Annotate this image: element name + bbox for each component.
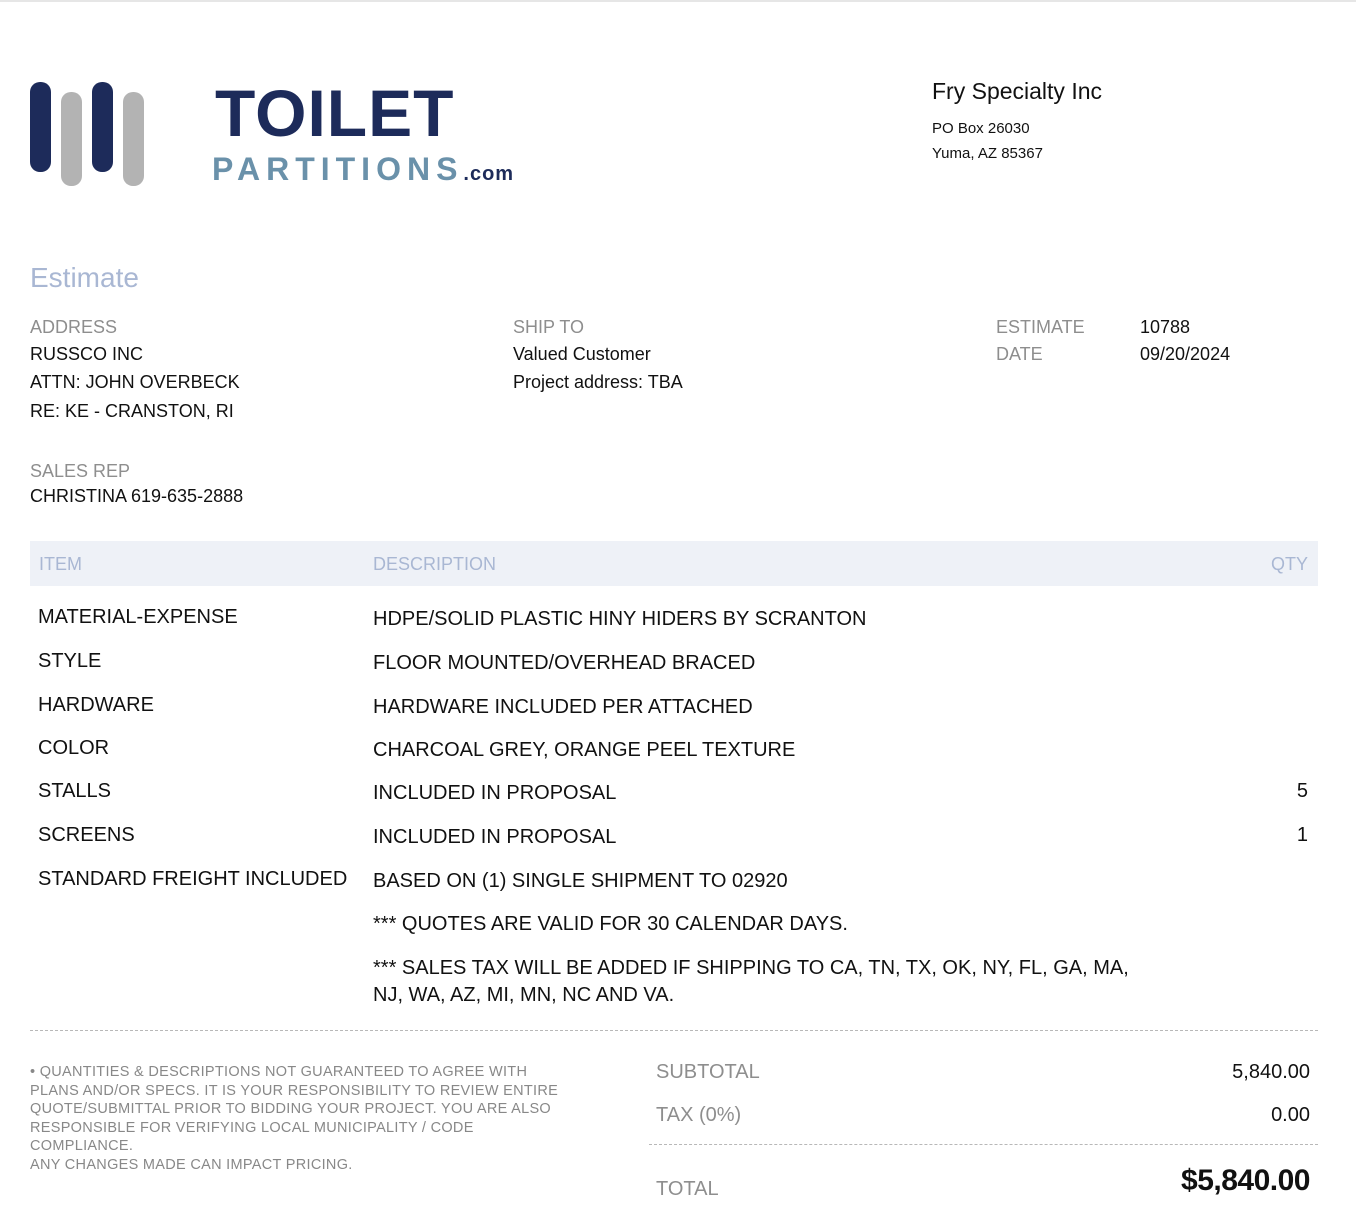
sales-rep-value: CHRISTINA 619-635-2888 — [30, 486, 244, 506]
address-line: RE: KE - CRANSTON, RI — [30, 401, 234, 421]
sales-rep-label: SALES REP — [30, 461, 131, 481]
subtotal-value: 5,840.00 — [1232, 1061, 1310, 1083]
table-row — [30, 694, 1318, 720]
description-cell: BASED ON (1) SINGLE SHIPMENT TO 02920 — [373, 870, 788, 892]
item-cell: MATERIAL-EXPENSE — [38, 606, 238, 628]
logo-wordmark-primary: TOILET — [215, 76, 455, 150]
item-cell: COLOR — [38, 737, 110, 759]
item-cell: STALLS — [38, 780, 111, 802]
document-title: Estimate — [30, 262, 139, 293]
disclaimer-line: RESPONSIBLE FOR VERIFYING LOCAL MUNICIPALITY / CODE — [30, 1119, 474, 1136]
disclaimer-line: COMPLIANCE. — [30, 1138, 134, 1155]
partition-bars-icon — [30, 80, 160, 190]
description-cell: *** QUOTES ARE VALID FOR 30 CALENDAR DAYS. — [373, 913, 848, 935]
ship-to-label: SHIP TO — [513, 317, 585, 337]
address-label: ADDRESS — [30, 317, 118, 337]
ship-to-line: Project address: TBA — [513, 372, 683, 392]
description-cell: HDPE/SOLID PLASTIC HINY HIDERS BY SCRANTON — [373, 608, 867, 630]
disclaimer-line: QUOTE/SUBMITTAL PRIOR TO BIDDING YOUR PROJECT. YOU ARE ALSO — [30, 1101, 552, 1118]
qty-cell: 1 — [1296, 824, 1308, 846]
disclaimer-line: • QUANTITIES & DESCRIPTIONS NOT GUARANTEED TO AGREE WITH — [30, 1064, 528, 1080]
estimate-number-label: ESTIMATE — [996, 317, 1085, 337]
logo-wordmark-secondary: PARTITIONS.com — [212, 151, 515, 187]
table-row — [30, 955, 1318, 1006]
page-top-border — [0, 0, 1356, 2]
company-name: Fry Specialty Inc — [932, 78, 1102, 104]
disclaimer-line: PLANS AND/OR SPECS. IT IS YOUR RESPONSIBILITY TO REVIEW ENTIRE — [30, 1082, 559, 1099]
description-cell: INCLUDED IN PROPOSAL — [373, 826, 617, 848]
table-row — [30, 650, 1318, 676]
tax-value: 0.00 — [1271, 1104, 1310, 1126]
qty-cell: 5 — [1296, 780, 1308, 802]
line-items-header — [30, 541, 1318, 586]
estimate-date: 09/20/2024 — [1140, 344, 1231, 364]
column-header-description: DESCRIPTION — [373, 554, 497, 574]
description-cell: *** SALES TAX WILL BE ADDED IF SHIPPING TO CA, TN, TX, OK, NY, FL, GA, MA, NJ, WA, AZ, MI, MN, NC AND VA. — [373, 957, 1129, 1006]
estimate-number: 10788 — [1140, 317, 1191, 337]
logo-domain-suffix: .com — [463, 163, 515, 185]
date-label: DATE — [996, 344, 1043, 364]
company-address-line1: PO Box 26030 — [932, 120, 1030, 137]
subtotal-label: SUBTOTAL — [656, 1061, 760, 1083]
ship-to-line: Valued Customer — [513, 344, 651, 364]
column-header-qty: QTY — [1270, 554, 1308, 574]
total-label: TOTAL — [656, 1178, 719, 1200]
table-row — [30, 737, 1318, 763]
description-cell: CHARCOAL GREY, ORANGE PEEL TEXTURE — [373, 739, 796, 761]
table-row — [30, 606, 1318, 632]
company-address-line2: Yuma, AZ 85367 — [932, 145, 1043, 162]
table-row — [30, 911, 1318, 937]
company-logo — [30, 76, 530, 190]
description-cell: INCLUDED IN PROPOSAL — [373, 782, 617, 804]
tax-label: TAX (0%) — [656, 1104, 742, 1126]
description-cell: FLOOR MOUNTED/OVERHEAD BRACED — [373, 652, 756, 674]
address-line: ATTN: JOHN OVERBECK — [30, 372, 240, 392]
total-value: $5,840.00 — [1181, 1164, 1310, 1197]
disclaimer-line: ANY CHANGES MADE CAN IMPACT PRICING. — [30, 1156, 353, 1173]
table-row — [30, 868, 1318, 894]
table-row — [30, 780, 1318, 806]
table-row — [30, 824, 1318, 850]
address-line: RUSSCO INC — [30, 344, 144, 364]
item-cell: STANDARD FREIGHT INCLUDED — [38, 868, 348, 890]
table-divider — [30, 1030, 1318, 1031]
column-header-item: ITEM — [39, 554, 82, 574]
description-cell: HARDWARE INCLUDED PER ATTACHED — [373, 696, 753, 718]
item-cell: STYLE — [38, 650, 102, 672]
totals-divider — [649, 1144, 1318, 1145]
item-cell: HARDWARE — [38, 694, 154, 716]
disclaimer-note — [30, 1063, 610, 1175]
item-cell: SCREENS — [38, 824, 135, 846]
